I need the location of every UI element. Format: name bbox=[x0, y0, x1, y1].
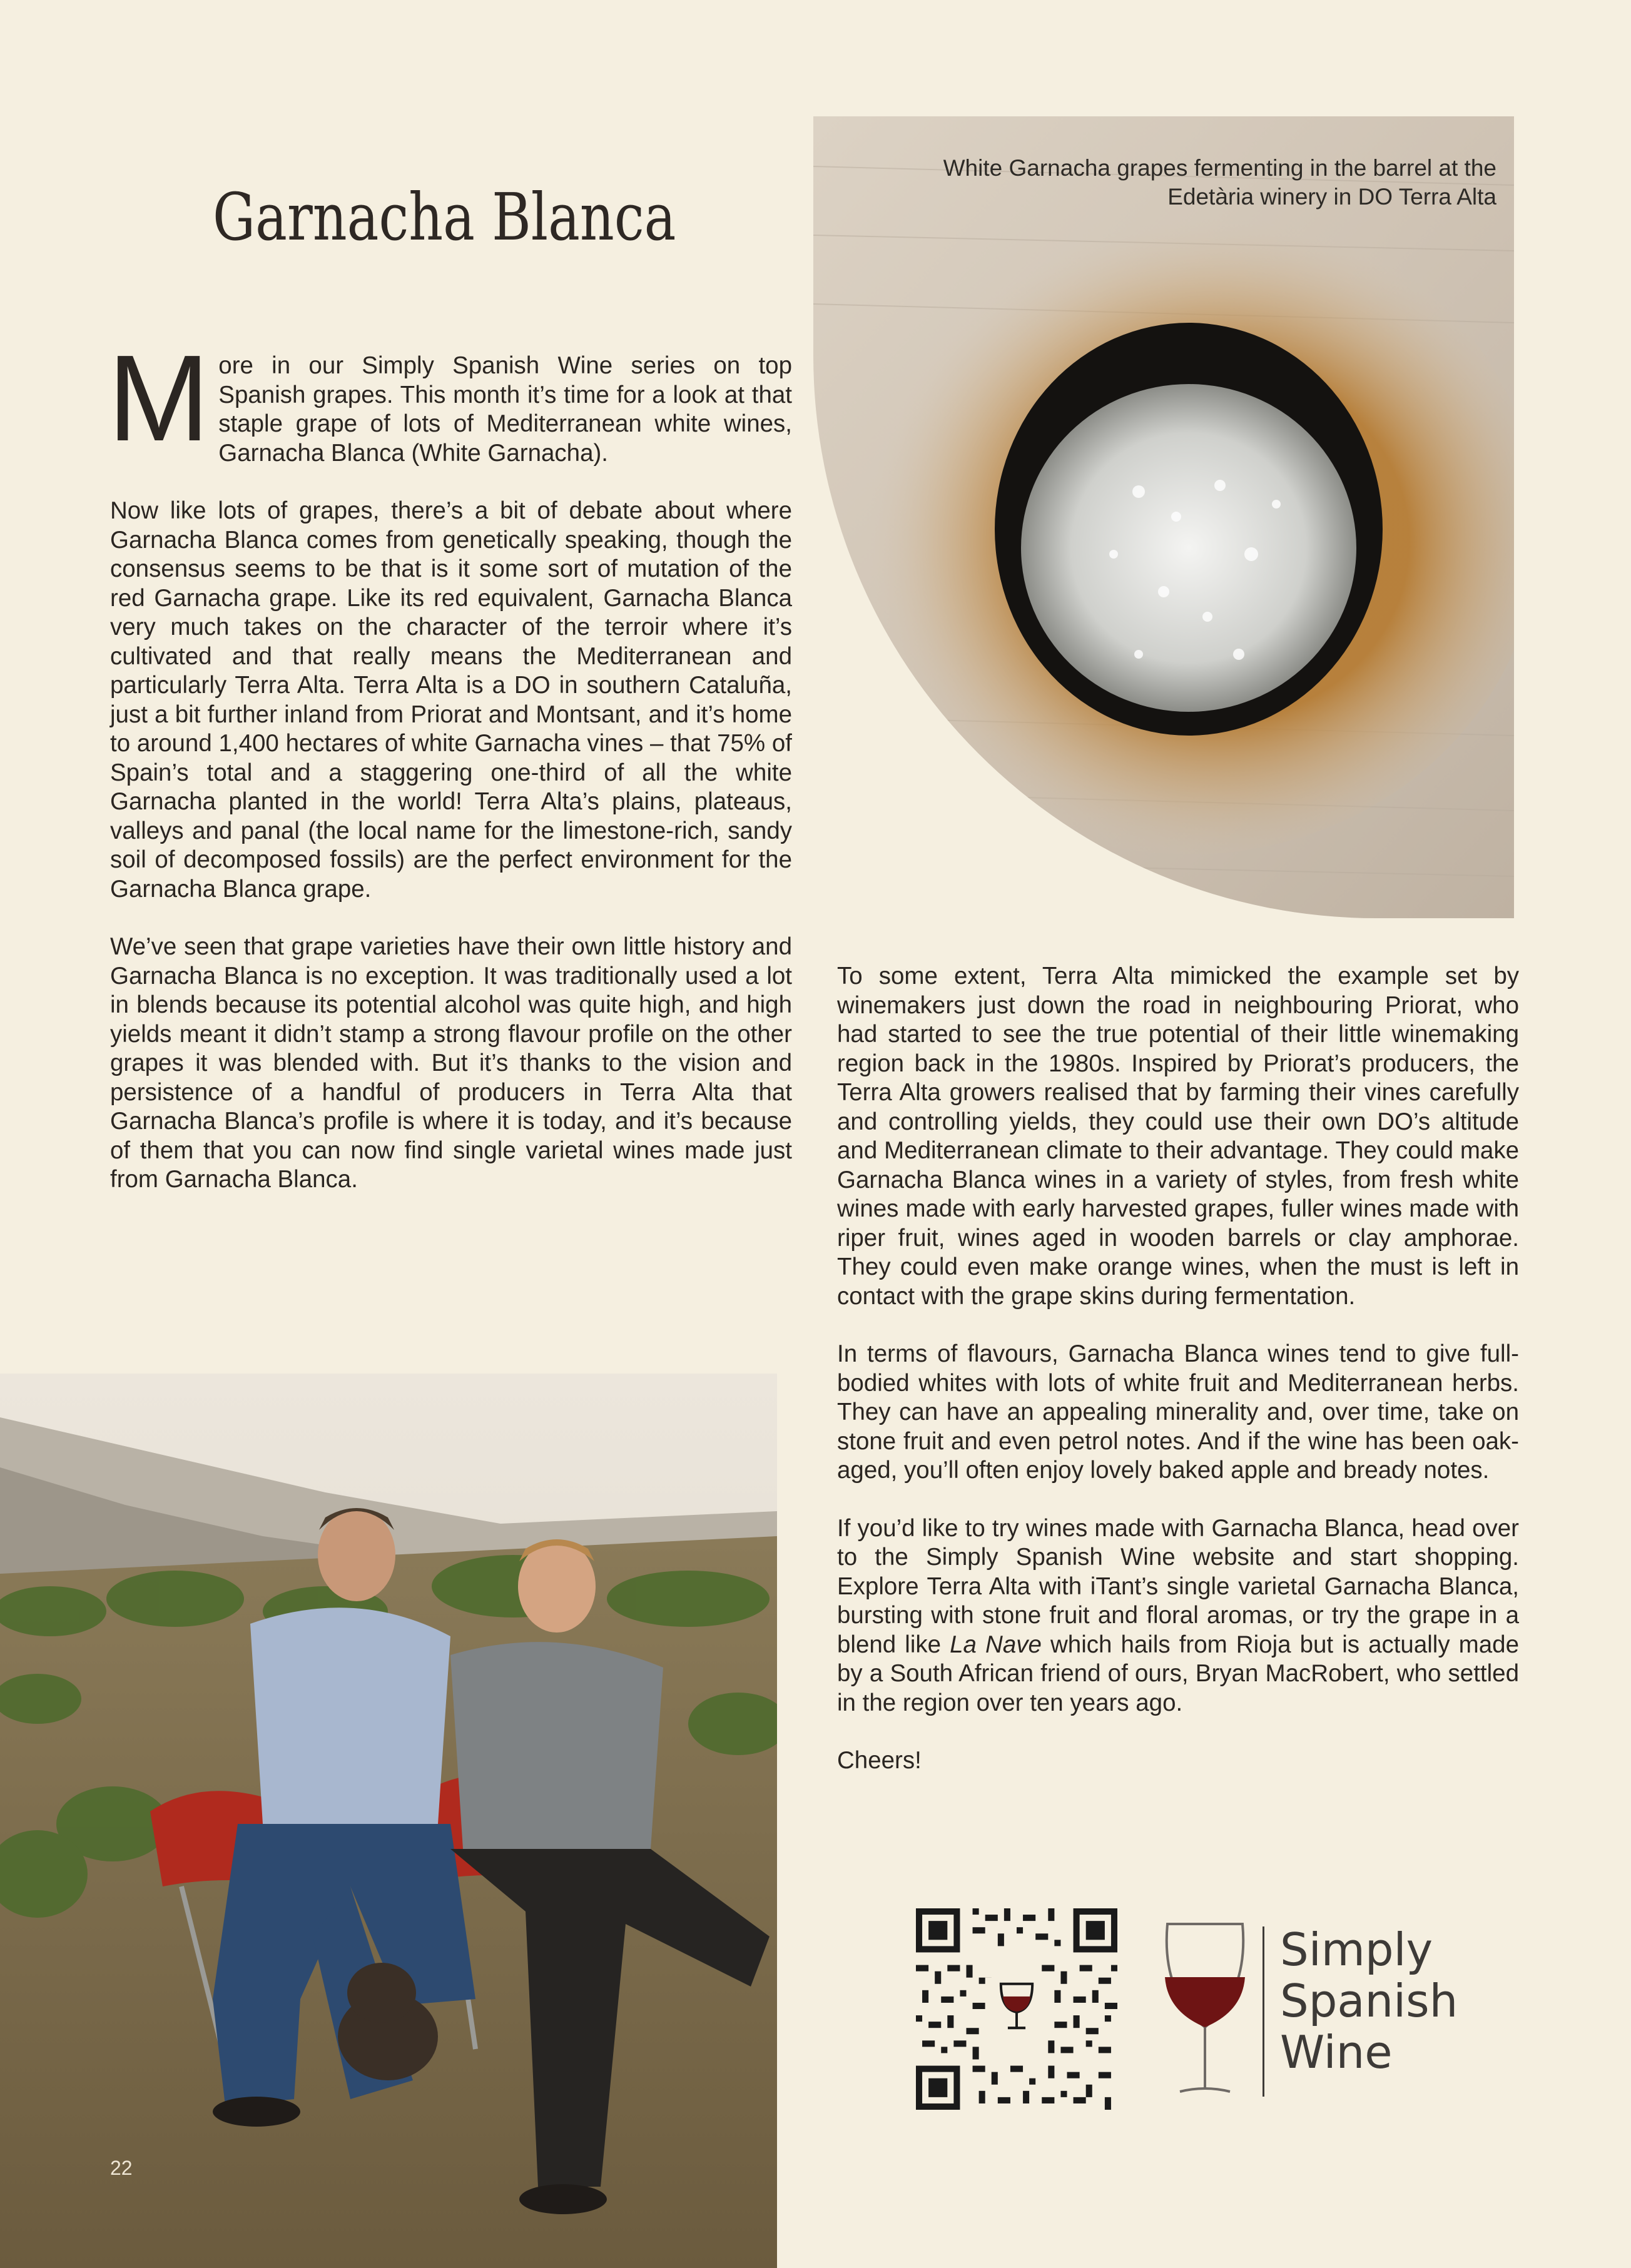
intro-text: ore in our Simply Spanish Wine series on top Spanish grapes. This month it’s time for a look at that staple grape of lots of Mediterranean white wines, Garnacha Blanca (White Garnacha). bbox=[218, 352, 792, 467]
right-column bbox=[837, 962, 1519, 1805]
producers-photo bbox=[0, 1374, 777, 2268]
photo-caption: White Garnacha grapes fermenting in the barrel at the Edetària winery in DO Terra Alta bbox=[943, 155, 1496, 210]
intro-paragraph bbox=[108, 330, 792, 468]
paragraph-origins: Now like lots of grapes, there’s a bit of debate about where Garnacha Blanca comes from genetically speaking, though the consensus seems to be that is it some sort of mutation of the red Garnacha grape. Like its red equivalent, Garnacha Blanca very much takes on the character of the terroir where it’s cultivated and that really means the Mediterranean and particularly Terra Alta. Terra Alta is a DO in southern Cataluña, just a bit further inland from Priorat and Montsant, and it’s home to around 1,400 hectares of white Garnacha vines – that 75% of Spain’s total and a staggering one-third of all the white Garnacha planted in the world! Terra Alta’s plains, plateaus, valleys and panal (the local name for the limestone-rich, sandy soil of decomposed fossils) are the perfect environment for the Garnacha Blanca grape. bbox=[110, 497, 792, 903]
paragraph-history: We’ve seen that grape varieties have their own little history and Garnacha Blanca is no exception. It was traditionally used a lot in blends because its potential alcohol was quite high, and high yields meant it didn’t stamp a strong flavour profile on the other grapes it was blended with. But it’s thanks to the vision and persistence of a handful of producers in Terra Alta that Garnacha Blanca’s profile is where it is today, and it’s because of them that you can now find single varietal wines made just from Garnacha Blanca. bbox=[110, 933, 792, 1193]
signoff: Cheers! bbox=[837, 1747, 922, 1774]
article-title: Garnacha Blanca bbox=[213, 179, 676, 255]
paragraph-flavours: In terms of flavours, Garnacha Blanca wines tend to give full-bodied whites with lots of white fruit and Mediterranean herbs. They can have an appealing minerality and, over time, take on stone fruit and even petrol notes. And if the wine has been oak-aged, you’ll often enjoy lovely baked apple and bready notes. bbox=[837, 1340, 1519, 1484]
shopping-text-start: If you’d like to try wines made with Garnacha Blanca, head over to the Simply Spanish Wine website and start shopping. Explore Terra Alta with iTant’s single varietal Garnacha Blanca, bursting with stone fruit and floral aromas, or try the grape in a blend like bbox=[837, 1514, 1519, 1658]
paragraph-shopping bbox=[837, 1514, 1519, 1718]
logo-line-wine: Wine bbox=[1280, 2026, 1393, 2078]
drop-cap: M bbox=[108, 330, 210, 467]
logo-divider bbox=[1263, 1926, 1264, 2097]
shopping-text-end: which hails from Rioja but is actually made by a South African friend of ours, Bryan MacRobert, who settled in the region over ten years ago. bbox=[837, 1631, 1519, 1716]
logo-wordmark bbox=[1280, 1924, 1458, 2078]
paragraph-priorat: To some extent, Terra Alta mimicked the example set by winemakers just down the road in neighbouring Priorat, who had started to see the true potential of their little winemaking region back in the 1980s. Inspired by Priorat’s producers, the Terra Alta growers realised that by farming their vines carefully and controlling yields, they could use their own DO’s altitude and Mediterranean climate to their advantage. They could make Garnacha Blanca wines in a variety of styles, from fresh white wines made with early harvested grapes, fuller wines made with riper fruit, wines aged in wooden barrels or clay amphorae. They could even make orange wines, when the must is left in contact with the grape skins during fermentation. bbox=[837, 963, 1519, 1310]
page-number: 22 bbox=[110, 2157, 133, 2179]
qr-code-image bbox=[916, 1908, 1117, 2110]
logo-line-simply: Simply bbox=[1280, 1923, 1433, 1976]
left-column bbox=[108, 330, 792, 1223]
qr-code[interactable] bbox=[916, 1908, 1117, 2110]
barrel-fermentation-image bbox=[813, 116, 1514, 918]
simply-spanish-wine-logo[interactable] bbox=[1155, 1918, 1505, 2099]
producers-vineyard-image bbox=[0, 1374, 777, 2268]
wine-glass-icon bbox=[1155, 1918, 1255, 2099]
wine-name-la-nave: La Nave bbox=[950, 1631, 1042, 1658]
barrel-photo bbox=[813, 116, 1514, 918]
logo-line-spanish: Spanish bbox=[1280, 1975, 1458, 2027]
